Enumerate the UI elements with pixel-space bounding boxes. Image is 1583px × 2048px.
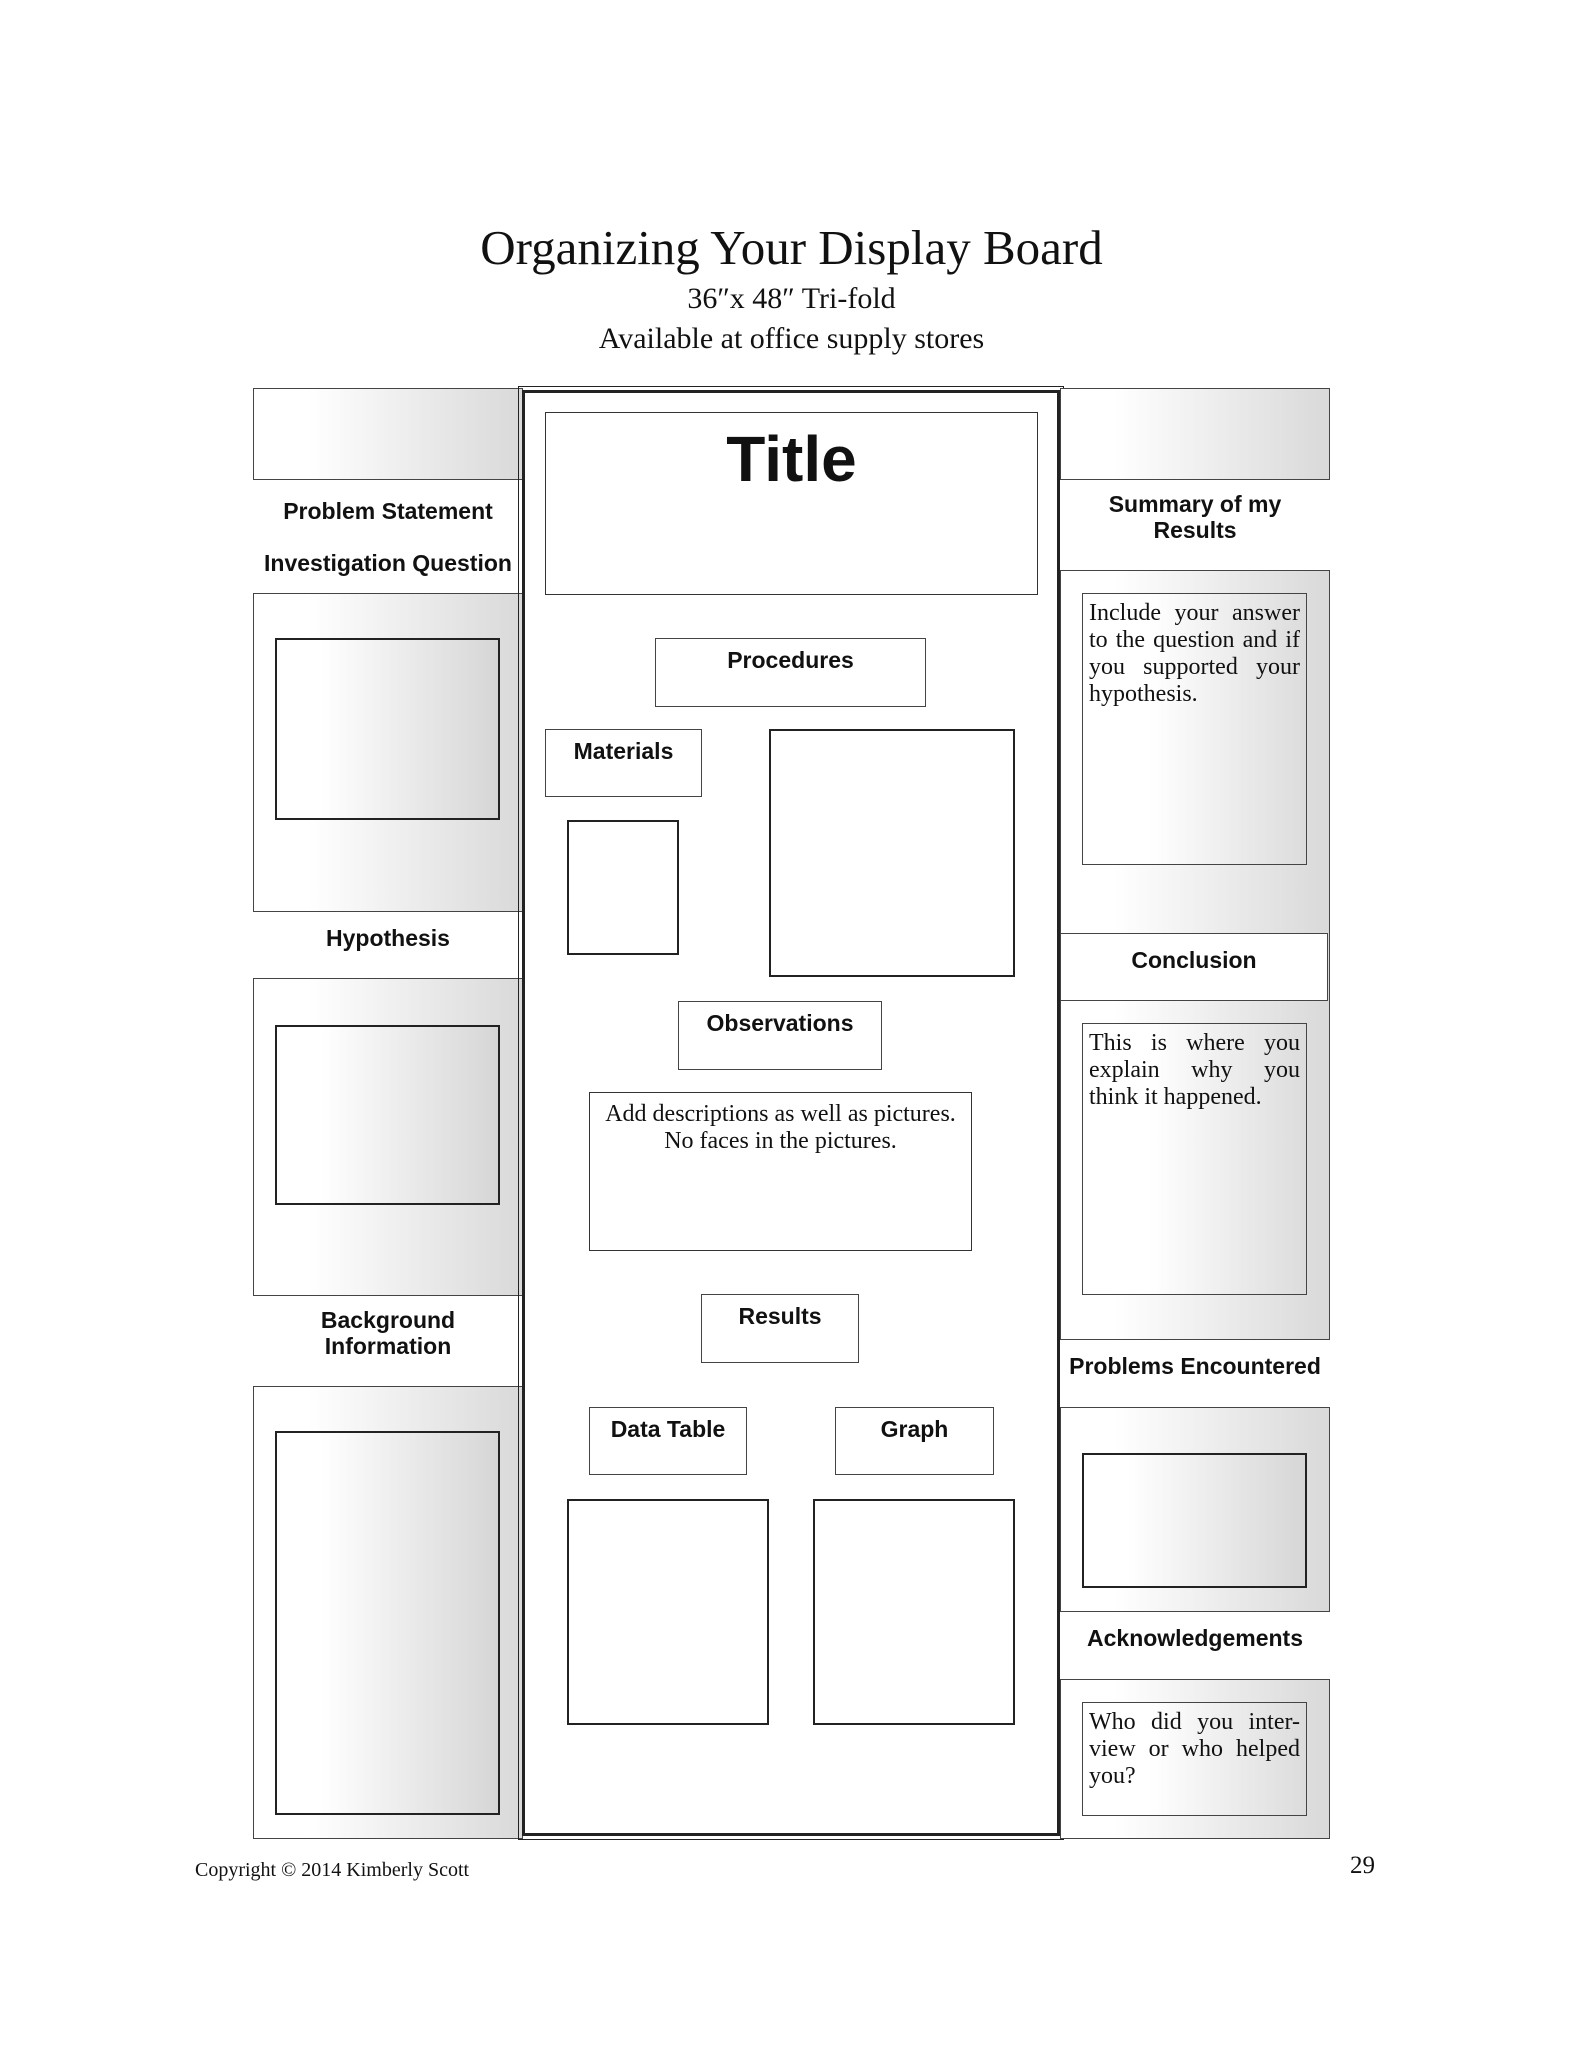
summary-note-box: Include your answer to the question and if you supported your hypothesis. <box>1082 593 1307 865</box>
observations-label: Observations <box>678 1001 882 1070</box>
background-band <box>253 1295 523 1387</box>
materials-picture-frame <box>567 820 679 955</box>
page-title: Organizing Your Display Board <box>480 220 1103 275</box>
graph-frame <box>813 1499 1015 1725</box>
summary-band <box>1060 479 1330 571</box>
data-table-frame <box>567 1499 769 1725</box>
results-label: Results <box>701 1294 859 1363</box>
problem-statement-band <box>253 479 523 594</box>
board-title-label: Title <box>726 423 857 495</box>
materials-label: Materials <box>545 729 702 797</box>
procedures-label: Procedures <box>655 638 926 707</box>
summary-label-line1: Summary of my <box>1108 491 1282 517</box>
board-size-subtitle: 36″x 48″ Tri-fold <box>687 282 896 315</box>
acknowledgements-band <box>1060 1611 1330 1680</box>
page-number: 29 <box>1350 1852 1375 1879</box>
hypothesis-band <box>253 911 523 979</box>
problems-picture-frame <box>1082 1453 1307 1588</box>
problems-label: Problems Encountered <box>1069 1352 1321 1379</box>
hypothesis-label: Hypothesis <box>326 925 450 951</box>
observations-note-line1: Add descriptions as well as pictures. <box>605 1101 956 1127</box>
acknowledgements-note-box: Who did you inter-view or who helped you? <box>1082 1702 1307 1816</box>
acknowledgements-label: Acknowledgements <box>1087 1624 1303 1651</box>
observations-note-line2: No faces in the pictures. <box>664 1128 897 1154</box>
conclusion-label: Conclusion <box>1131 947 1257 973</box>
data-table-label: Data Table <box>589 1407 747 1475</box>
background-label-line2: Information <box>324 1333 452 1359</box>
conclusion-note-box: This is where you explain why you think it happened. <box>1082 1023 1307 1295</box>
hypothesis-picture-frame <box>275 1025 500 1205</box>
background-picture-frame <box>275 1431 500 1815</box>
problem-picture-frame <box>275 638 500 820</box>
background-label-line1: Background <box>320 1307 456 1333</box>
investigation-question-label: Investigation Question <box>264 549 512 576</box>
problem-statement-label: Problem Statement <box>283 497 493 524</box>
procedures-picture-frame <box>769 729 1015 977</box>
graph-label: Graph <box>835 1407 994 1475</box>
problems-band <box>1060 1339 1330 1408</box>
availability-note: Available at office supply stores <box>598 322 985 355</box>
title-box <box>545 412 1038 595</box>
conclusion-band <box>1060 933 1328 1001</box>
observations-note-box <box>589 1092 972 1251</box>
summary-label-line2: Results <box>1153 517 1237 543</box>
copyright-notice: Copyright © 2014 Kimberly Scott <box>195 1859 470 1881</box>
